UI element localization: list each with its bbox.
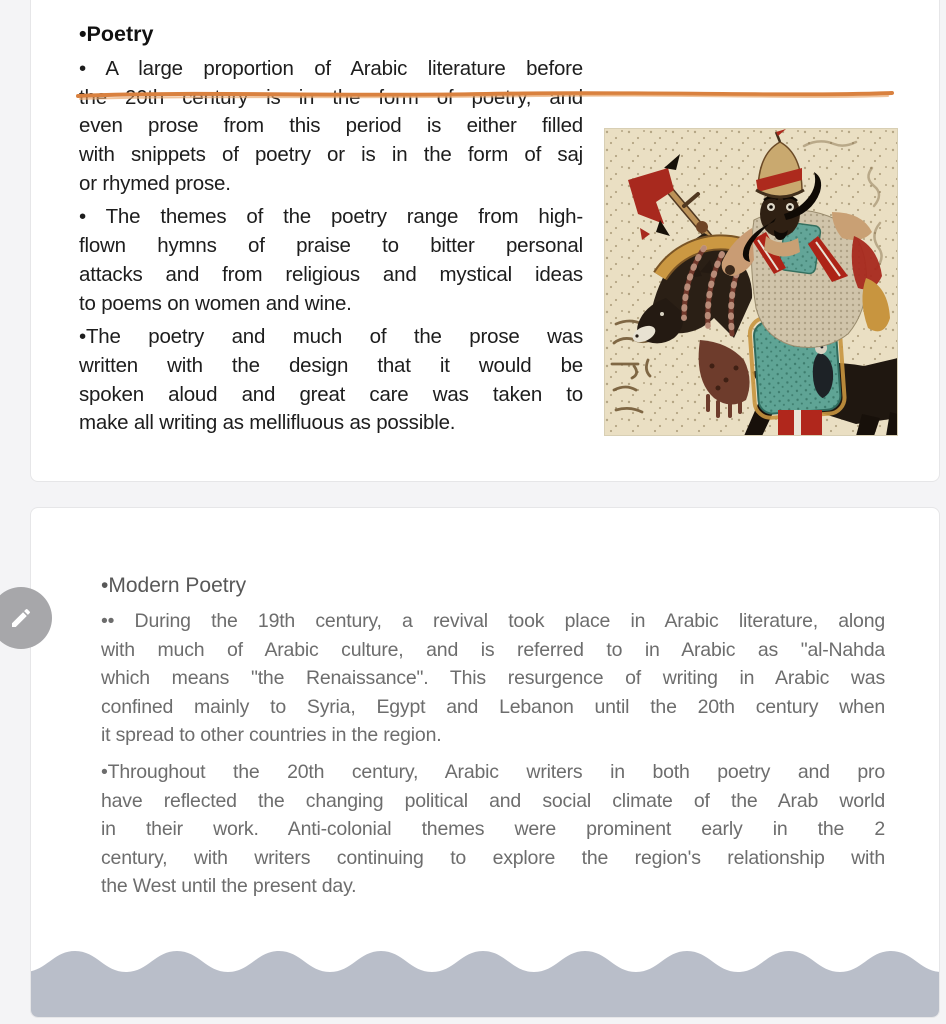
text-line: attacks and from religious and mystical ideas	[79, 262, 583, 286]
arabic-miniature-painting	[604, 128, 898, 436]
text-line: even prose from this period is either filled	[79, 114, 583, 138]
text-line: •• During the 19th century, a revival took place in Arabic literature, along	[101, 610, 885, 632]
edit-button[interactable]	[0, 587, 52, 649]
slide1-text-block	[79, 17, 583, 443]
text-line: have reflected the changing political and social climate of the Arab world	[101, 789, 885, 812]
text-line: the West until the present day.	[101, 875, 357, 898]
miniature-warrior-illustration	[604, 128, 898, 436]
slide-2-card[interactable]	[30, 507, 940, 1018]
slide2-heading: •Modern Poetry	[101, 574, 247, 597]
text-line: the 20th century is in the form of poetry, and	[79, 85, 583, 109]
slide-1-card[interactable]	[30, 0, 940, 482]
slide1-paragraph-1	[79, 55, 583, 198]
red-cloth	[778, 410, 822, 436]
slide2-text-block	[101, 571, 885, 909]
hand	[725, 265, 735, 275]
wave-decoration	[31, 947, 939, 1017]
slide1-paragraph-2	[79, 203, 583, 318]
text-line: with much of Arabic culture, and is referred to in Arabic as "al-Nahda	[101, 638, 885, 661]
text-line: •Throughout the 20th century, Arabic writers in both poetry and pro	[101, 760, 885, 783]
text-line: written with the design that it would be	[79, 353, 583, 377]
text-line: or rhymed prose.	[79, 171, 231, 195]
slide2-paragraph-2	[101, 758, 885, 901]
text-line: make all writing as mellifluous as possible.	[79, 411, 456, 435]
text-line: • A large proportion of Arabic literature before	[79, 57, 583, 80]
text-line: • The themes of the poetry range from high-	[79, 205, 583, 229]
text-line: •The poetry and much of the prose was	[79, 325, 583, 349]
text-line: it spread to other countries in the region.	[101, 724, 442, 747]
text-line: in their work. Anti-colonial themes were prominent early in the 2	[101, 818, 885, 841]
text-line: flown hymns of praise to bitter personal	[79, 234, 583, 258]
slide2-paragraph-1	[101, 607, 885, 750]
text-line: century, with writers continuing to explore the region's relationship with	[101, 846, 885, 869]
text-line: confined mainly to Syria, Egypt and Lebanon until the 20th century when	[101, 695, 885, 718]
text-line: which means "the Renaissance". This resurgence of writing in Arabic was	[101, 667, 885, 690]
text-line: with snippets of poetry or is in the form of saj	[79, 143, 583, 167]
slide1-paragraph-3	[79, 323, 583, 438]
slide1-heading: •Poetry	[79, 22, 154, 46]
orange-highlight-underline	[76, 87, 896, 103]
text-line: to poems on women and wine.	[79, 291, 352, 315]
text-line: spoken aloud and great care was taken to	[79, 382, 583, 406]
